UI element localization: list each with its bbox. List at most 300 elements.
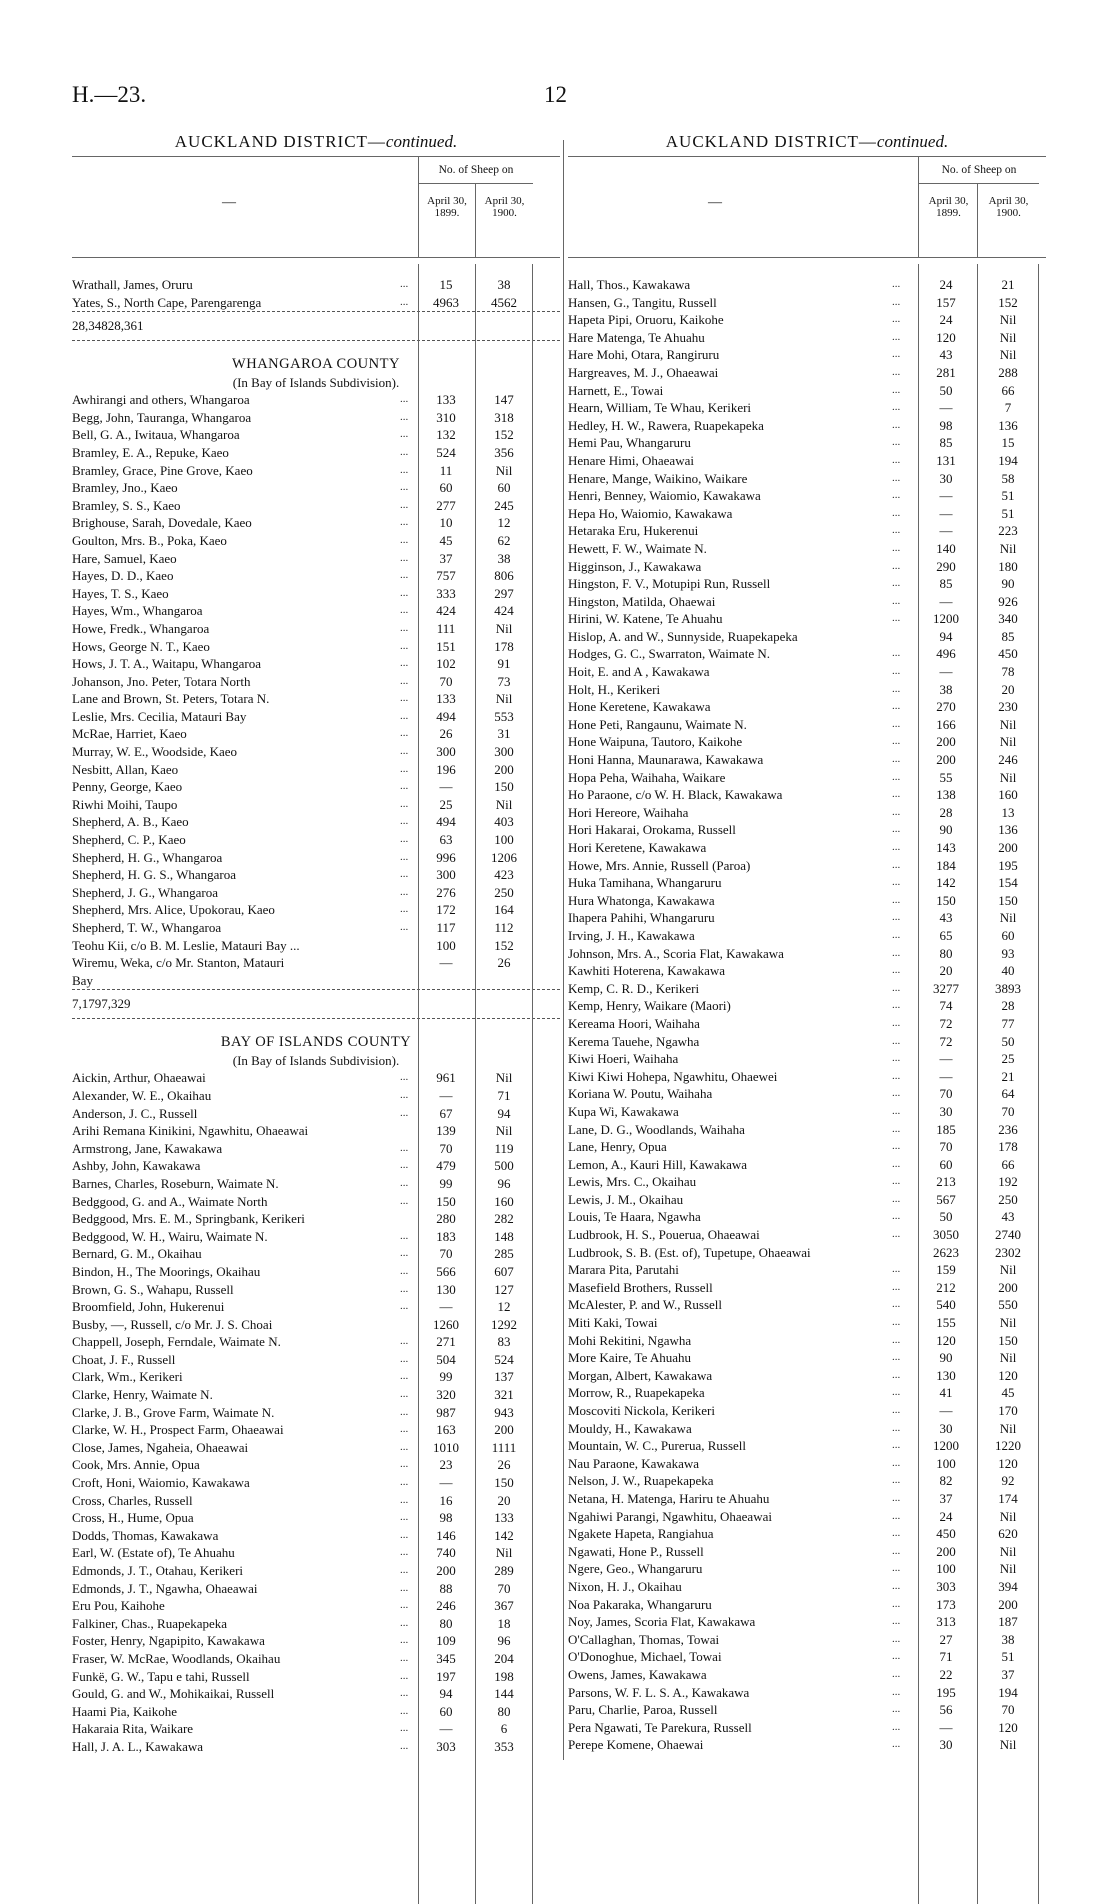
sheep-1899-value: 100: [936, 1455, 956, 1471]
leader-dots: ...: [400, 780, 409, 793]
leader-dots: ...: [400, 1088, 409, 1101]
sheep-1899-value: 280: [436, 1211, 456, 1227]
sheep-1900-value: 200: [998, 1279, 1018, 1295]
sheep-1899-value: 41: [939, 1385, 953, 1401]
sheep-1900-value: 180: [998, 558, 1018, 574]
holder-name: Kemp, C. R. D., Kerikeri: [568, 980, 700, 996]
sheep-1900-value: 94: [497, 1105, 511, 1121]
table-row: [72, 1245, 560, 1263]
leader-dots: ...: [892, 665, 901, 678]
table-row: [72, 1421, 560, 1439]
table-row: [568, 892, 1046, 910]
sheep-1899-value: —: [439, 779, 453, 795]
sheep-1900-value: Nil: [495, 462, 513, 478]
sheep-1899-value: 524: [436, 444, 456, 460]
leader-dots: ...: [400, 1370, 409, 1383]
leader-dots: ...: [892, 541, 901, 554]
sheep-1900-value: 77: [1001, 1015, 1015, 1031]
sheep-1899-value: 140: [936, 540, 956, 556]
sheep-1900-value: 245: [494, 497, 514, 513]
sheep-1899-value: 45: [439, 532, 453, 548]
sheep-1899-value: 70: [439, 1246, 453, 1262]
table-row: [72, 1650, 560, 1668]
table-row: [72, 972, 560, 990]
holder-name: Clark, Wm., Kerikeri: [72, 1369, 183, 1385]
table-row: [568, 593, 1046, 611]
table-row: [568, 1596, 1046, 1614]
table-row: [72, 1668, 560, 1686]
leader-dots: ...: [892, 858, 901, 871]
sheep-1899-value: —: [939, 488, 953, 504]
sheep-1900-value: 15: [1001, 435, 1015, 451]
sheep-1900-value: 423: [494, 867, 514, 883]
holder-name: Kiwi Kiwi Hohepa, Ngawhitu, Ohaewei: [568, 1068, 778, 1084]
table-row: [568, 452, 1046, 470]
holder-name: Bramley, Grace, Pine Grove, Kaeo: [72, 462, 253, 478]
left-divider-3: [532, 264, 533, 1904]
sheep-1900-value: 1292: [491, 1316, 517, 1332]
sheep-1899-value: —: [939, 1719, 953, 1735]
sheep-1900-value: 318: [494, 409, 514, 425]
table-row: [72, 585, 560, 603]
sheep-1900-value: 289: [494, 1563, 514, 1578]
table-row: [72, 602, 560, 620]
leader-dots: ...: [892, 700, 901, 713]
sheep-1899-value: 146: [436, 1527, 456, 1543]
sheep-1900-value: Nil: [999, 734, 1017, 750]
sheep-1900-value: 93: [1001, 945, 1015, 961]
right-sheep-header: No. of Sheep on: [918, 157, 1039, 184]
table-row: [72, 497, 560, 515]
table-row: [568, 1684, 1046, 1702]
holder-name: Hirini, W. Katene, Te Ahuahu: [568, 611, 723, 627]
holder-name: Lane, Henry, Opua: [568, 1139, 667, 1155]
sheep-1900-value: 12: [497, 515, 511, 531]
table-row: [72, 1333, 560, 1351]
sheep-1900-value: 142: [494, 1527, 514, 1543]
leader-dots: ...: [400, 797, 409, 810]
sheep-1899-value: 494: [436, 814, 456, 830]
holder-name: Irving, J. H., Kawakawa: [568, 927, 695, 943]
sheep-1899-value: 303: [936, 1578, 956, 1594]
sheep-1899-value: 276: [436, 884, 456, 900]
leader-dots: ...: [400, 1634, 409, 1647]
sheep-1900-value: 288: [998, 364, 1018, 380]
table-row: [568, 857, 1046, 875]
sheep-1899-value: 313: [936, 1614, 956, 1630]
sheep-1899-value: 155: [936, 1315, 956, 1331]
sheep-1900-value: 120: [998, 1455, 1018, 1471]
holder-name: Johanson, Jno. Peter, Totara North: [72, 673, 251, 689]
leader-dots: ...: [400, 762, 409, 775]
sheep-1899-value: 424: [436, 603, 456, 619]
sheep-1899-value: 2623: [933, 1244, 959, 1260]
left-table-header: [72, 156, 560, 258]
holder-name: Hakaraia Rita, Waikare: [72, 1721, 194, 1737]
sheep-1899-value: 24: [939, 1508, 953, 1524]
table-row: [568, 276, 1046, 294]
holder-name: Wiremu, Weka, c/o Mr. Stanton, Matauri: [72, 955, 285, 971]
leader-dots: ...: [892, 1087, 901, 1100]
holder-name: Parsons, W. F. L. S. A., Kawakawa: [568, 1684, 750, 1700]
holder-name: Shepherd, T. W., Whangaroa: [72, 920, 222, 935]
leader-dots: ...: [892, 911, 901, 924]
holder-name: Shepherd, H. G. S., Whangaroa: [72, 867, 237, 883]
holder-name: Hingston, Matilda, Ohaewai: [568, 593, 716, 609]
left-title-continued: continued.: [385, 132, 458, 151]
table-row: [568, 1191, 1046, 1209]
sheep-1899-value: 30: [939, 1420, 953, 1436]
holder-name: Koriana W. Poutu, Waihaha: [568, 1086, 713, 1102]
leader-dots: ...: [400, 1722, 409, 1735]
leader-dots: ...: [400, 1352, 409, 1365]
holder-name: Bernard, G. M., Okaihau: [72, 1246, 202, 1262]
sheep-1899-value: 70: [939, 1086, 953, 1102]
table-row: [568, 1050, 1046, 1068]
holder-name: Nesbitt, Allan, Kaeo: [72, 761, 179, 777]
sheep-1900-value: 37: [1001, 1666, 1015, 1682]
table-row: [568, 346, 1046, 364]
sheep-1900-value: 178: [494, 638, 514, 654]
sheep-1900-value: 150: [494, 779, 514, 795]
leader-dots: ...: [892, 1351, 901, 1364]
sheep-1899-value: 290: [936, 558, 956, 574]
holder-name: Mouldy, H., Kawakawa: [568, 1420, 692, 1436]
leader-dots: ...: [892, 735, 901, 748]
table-row: [568, 1490, 1046, 1508]
table-row: [568, 505, 1046, 523]
sheep-1899-value: 494: [436, 708, 456, 724]
sheep-1899-value: 246: [436, 1598, 456, 1614]
holder-name: Shepherd, J. G., Whangaroa: [72, 884, 218, 900]
sheep-1899-value: —: [439, 1475, 453, 1491]
sheep-1899-value: 961: [436, 1070, 456, 1086]
leader-dots: ...: [400, 1282, 409, 1295]
holder-name: Gould, G. and W., Mohikaikai, Russell: [72, 1686, 275, 1702]
sheep-1899-value: 37: [939, 1490, 953, 1506]
sheep-1899-value: 277: [436, 497, 456, 513]
table-row: [568, 1384, 1046, 1402]
sheep-1899-value: 109: [436, 1633, 456, 1649]
leader-dots: ...: [892, 559, 901, 572]
sheep-1900-value: 620: [998, 1526, 1018, 1542]
table-row: [568, 1068, 1046, 1086]
leader-dots: ...: [892, 876, 901, 889]
page-number: 12: [544, 82, 567, 107]
leader-dots: ...: [400, 410, 409, 423]
holder-name: O'Callaghan, Thomas, Towai: [568, 1631, 720, 1647]
holder-name: Owens, James, Kawakawa: [568, 1666, 707, 1682]
sheep-1900-value: 64: [1001, 1086, 1015, 1102]
table-row: [72, 708, 560, 726]
sheep-1900-value: Nil: [999, 910, 1017, 926]
holder-name: Hearn, William, Te Whau, Kerikeri: [568, 400, 752, 416]
holder-name: Hori Hereore, Waihaha: [568, 804, 689, 820]
leader-dots: ...: [400, 1651, 409, 1664]
leader-dots: ...: [400, 1335, 409, 1348]
holder-name: Hayes, Wm., Whangaroa: [72, 603, 203, 619]
holder-name: Hall, Thos., Kawakawa: [568, 277, 691, 292]
sheep-1900-value: 150: [998, 1332, 1018, 1348]
leader-dots: ...: [400, 1405, 409, 1418]
sheep-1899-value: 71: [939, 1649, 953, 1665]
holder-name: Hare Mohi, Otara, Rangiruru: [568, 347, 720, 363]
sheep-1899-value: 271: [436, 1334, 456, 1350]
sheep-1900-value: 2740: [995, 1227, 1021, 1243]
table-row: [568, 645, 1046, 663]
sheep-1899-value: 30: [939, 1103, 953, 1119]
sheep-1900-value: 170: [998, 1403, 1018, 1418]
leader-dots: ...: [400, 1511, 409, 1524]
table-row: [72, 1105, 560, 1123]
sheep-1900-value: 26: [497, 955, 511, 971]
leader-dots: ...: [400, 885, 409, 898]
right-table-body: [568, 258, 1046, 1754]
holder-name: Shepherd, H. G., Whangaroa: [72, 849, 223, 865]
sheep-1900-value: 160: [494, 1193, 514, 1209]
sheep-1900-value: 96: [497, 1633, 511, 1649]
leader-dots: ...: [892, 313, 901, 326]
holder-name: Hone Keretene, Kawakawa: [568, 699, 711, 715]
holder-name: Harnett, E., Towai: [568, 382, 664, 398]
leader-dots: ...: [892, 1703, 901, 1716]
leader-dots: ...: [892, 1122, 901, 1135]
sheep-1900-value: 550: [998, 1297, 1018, 1313]
table-row: [568, 487, 1046, 505]
holder-name: Hows, J. T. A., Waitapu, Whangaroa: [72, 656, 261, 672]
table-row: [568, 628, 1046, 646]
leader-dots: ...: [400, 1528, 409, 1541]
sheep-1900-value: 187: [998, 1614, 1018, 1630]
leader-dots: ...: [400, 463, 409, 476]
sheep-1900-value: 20: [1001, 681, 1015, 697]
holder-name: Cross, H., Hume, Opua: [72, 1510, 194, 1526]
sheep-1900-value: 70: [1001, 1702, 1015, 1718]
sheep-1900-value: 297: [494, 585, 514, 601]
sheep-1900-value: 200: [998, 840, 1018, 855]
sheep-1899-value: 24: [939, 277, 953, 292]
sheep-1899-value: 3277: [933, 980, 959, 996]
sheep-1900-value: 553: [494, 708, 514, 724]
table-row: [568, 839, 1046, 857]
left-sheep-header: No. of Sheep on: [418, 157, 533, 184]
holder-name: Noa Pakaraka, Whangaruru: [568, 1596, 712, 1612]
table-row: [72, 294, 560, 312]
sheep-1900-value: 7: [1004, 400, 1012, 416]
holder-name: Brighouse, Sarah, Dovedale, Kaeo: [72, 515, 252, 531]
sheep-1899-value: 67: [439, 1105, 453, 1121]
sheep-1900-value: 119: [494, 1140, 514, 1156]
table-row: [72, 1175, 560, 1193]
holder-name: Hare Matenga, Te Ahuahu: [568, 329, 705, 345]
sheep-1900-value: 194: [998, 1684, 1018, 1700]
holder-name: Arihi Remana Kinikini, Ngawhitu, Ohaeawai: [72, 1123, 309, 1139]
table-row: [72, 1492, 560, 1510]
leader-dots: ...: [892, 330, 901, 343]
table-row: [568, 1543, 1046, 1561]
leader-dots: ...: [400, 727, 409, 740]
sheep-1900-value: 90: [1001, 576, 1015, 592]
table-row: [72, 1527, 560, 1545]
sheep-1900-value: Nil: [999, 312, 1017, 328]
holder-name: Ludbrook, H. S., Pouerua, Ohaeawai: [568, 1227, 760, 1243]
table-row: [568, 1033, 1046, 1051]
leader-dots: ...: [892, 401, 901, 414]
holder-name: Edmonds, J. T., Otahau, Kerikeri: [72, 1563, 244, 1578]
holder-name: Hori Keretene, Kawakawa: [568, 840, 707, 855]
leader-dots: ...: [892, 1404, 901, 1416]
leader-dots: ...: [892, 1509, 901, 1522]
leader-dots: ...: [892, 1069, 901, 1082]
sheep-1899-value: 996: [436, 849, 456, 865]
sheep-1899-value: 11: [439, 462, 453, 478]
table-row: [72, 1615, 560, 1633]
sheep-1900-value: 607: [494, 1263, 514, 1279]
sheep-1900-value: 96: [497, 1175, 511, 1191]
leader-dots: ...: [400, 815, 409, 828]
holder-name: Shepherd, A. B., Kaeo: [72, 814, 189, 830]
sheep-1900-value: 154: [998, 875, 1018, 891]
sheep-1899-value: —: [939, 664, 953, 680]
sheep-1900-value: 250: [998, 1191, 1018, 1207]
sheep-1900-value: 148: [494, 1228, 514, 1244]
sheep-1900-value: 943: [494, 1404, 514, 1420]
leader-dots: ...: [400, 516, 409, 529]
table-row: [72, 444, 560, 462]
table-row: [72, 1404, 560, 1422]
leader-dots: ...: [400, 278, 409, 290]
leader-dots: ...: [400, 533, 409, 546]
holder-name: Foster, Henry, Ngapipito, Kawakawa: [72, 1633, 265, 1649]
holder-name: Broomfield, John, Hukerenui: [72, 1299, 225, 1315]
sheep-1899-value: 24: [939, 312, 953, 328]
table-row: [568, 909, 1046, 927]
sheep-1900-value: 92: [1001, 1473, 1015, 1489]
table-row: [72, 1580, 560, 1598]
leader-dots: ...: [400, 1229, 409, 1242]
holder-name: Dodds, Thomas, Kawakawa: [72, 1527, 219, 1543]
sheep-1899-value: 102: [436, 656, 456, 672]
leader-dots: ...: [892, 1474, 901, 1487]
holder-name: Hewett, F. W., Waimate N.: [568, 540, 707, 556]
sheep-1900-value: 133: [494, 1510, 514, 1526]
sheep-1900-value: 38: [497, 550, 511, 566]
sheep-1900-value: Nil: [495, 1123, 513, 1139]
table-row: [72, 1210, 560, 1228]
table-row: [568, 769, 1046, 787]
leader-dots: ...: [892, 753, 901, 766]
sheep-1899-value: 130: [936, 1367, 956, 1383]
table-row: [72, 1193, 560, 1211]
sheep-1900-value: 200: [494, 1422, 514, 1438]
subtotal-1899: 28,348: [72, 318, 108, 334]
right-title: [568, 132, 1046, 152]
holder-name: Lewis, J. M., Okaihau: [568, 1191, 684, 1207]
holder-name: Wrathall, James, Oruru: [72, 277, 193, 292]
table-row: [568, 1015, 1046, 1033]
table-row: [568, 786, 1046, 804]
leader-dots: ...: [400, 1071, 409, 1084]
leader-dots: ...: [892, 1439, 901, 1452]
subtotal-1900: 7,329: [101, 996, 131, 1012]
leader-dots: ...: [892, 1421, 901, 1434]
holder-name: Clarke, J. B., Grove Farm, Waimate N.: [72, 1404, 275, 1420]
holder-name: Marara Pita, Parutahi: [568, 1262, 679, 1278]
holder-name: McRae, Harriet, Kaeo: [72, 726, 187, 742]
leader-dots: ...: [400, 498, 409, 511]
holder-name: Ngahiwi Parangi, Ngawhitu, Ohaeawai: [568, 1508, 772, 1524]
table-row: [72, 391, 560, 409]
leader-dots: ...: [892, 453, 901, 466]
table-row: [72, 937, 560, 955]
leader-dots: ...: [892, 1298, 901, 1311]
holder-name: Close, James, Ngaheia, Ohaeawai: [72, 1439, 249, 1455]
table-row: [568, 1367, 1046, 1385]
table-row: [72, 620, 560, 638]
leader-dots: ...: [400, 903, 409, 916]
leader-dots: ...: [892, 999, 901, 1012]
leader-dots: ...: [892, 577, 901, 590]
leader-dots: ...: [892, 348, 901, 361]
sheep-1899-value: 172: [436, 902, 456, 918]
holder-name: Bedggood, Mrs. E. M., Springbank, Kerikeri: [72, 1211, 305, 1227]
table-row: [568, 399, 1046, 417]
table-row: [72, 1439, 560, 1457]
leader-dots: ...: [892, 1667, 901, 1680]
sheep-1899-value: 1200: [933, 1438, 959, 1454]
sheep-1899-value: 197: [436, 1668, 456, 1684]
leader-dots: ...: [400, 692, 409, 705]
sheep-1899-value: 60: [439, 480, 453, 496]
sheep-1900-value: 78: [1001, 664, 1015, 680]
leader-dots: ...: [892, 1104, 901, 1117]
sheep-1899-value: 94: [439, 1686, 453, 1702]
sheep-1900-value: 204: [494, 1650, 514, 1666]
holder-name: Hura Whatonga, Kawakawa: [568, 892, 715, 908]
sheep-1900-value: 230: [998, 699, 1018, 715]
table-row: [72, 550, 560, 568]
sheep-1899-value: 166: [936, 716, 956, 732]
table-row: [72, 1298, 560, 1316]
holder-name: Goulton, Mrs. B., Poka, Kaeo: [72, 532, 227, 548]
sheep-1900-value: 20: [497, 1492, 511, 1508]
table-row: [72, 1632, 560, 1650]
right-divider-3: [1038, 264, 1039, 1904]
leader-dots: ...: [892, 964, 901, 977]
table-row: [72, 1738, 560, 1756]
sheep-1899-value: 111: [436, 620, 456, 636]
leader-dots: ...: [400, 1564, 409, 1576]
right-divider-2: [977, 264, 978, 1904]
sheep-1900-value: 4562: [491, 294, 517, 310]
leader-dots: ...: [400, 1687, 409, 1700]
table-row: [72, 1228, 560, 1246]
table-row: [568, 1402, 1046, 1420]
sheep-1899-value: 450: [936, 1526, 956, 1542]
leader-dots: ...: [892, 717, 901, 730]
sheep-1899-value: 98: [439, 1510, 453, 1526]
leader-dots: ...: [400, 833, 409, 846]
holder-name: Hare, Samuel, Kaeo: [72, 550, 177, 566]
sheep-1899-value: 300: [436, 744, 456, 760]
sheep-1900-value: 26: [497, 1457, 511, 1473]
sheep-1900-value: Nil: [495, 1070, 513, 1086]
sheep-1899-value: 26: [439, 726, 453, 742]
holder-name: Louis, Te Haara, Ngawha: [568, 1209, 701, 1225]
table-row: [568, 1138, 1046, 1156]
table-row: [72, 1509, 560, 1527]
left-column: [72, 132, 560, 1756]
